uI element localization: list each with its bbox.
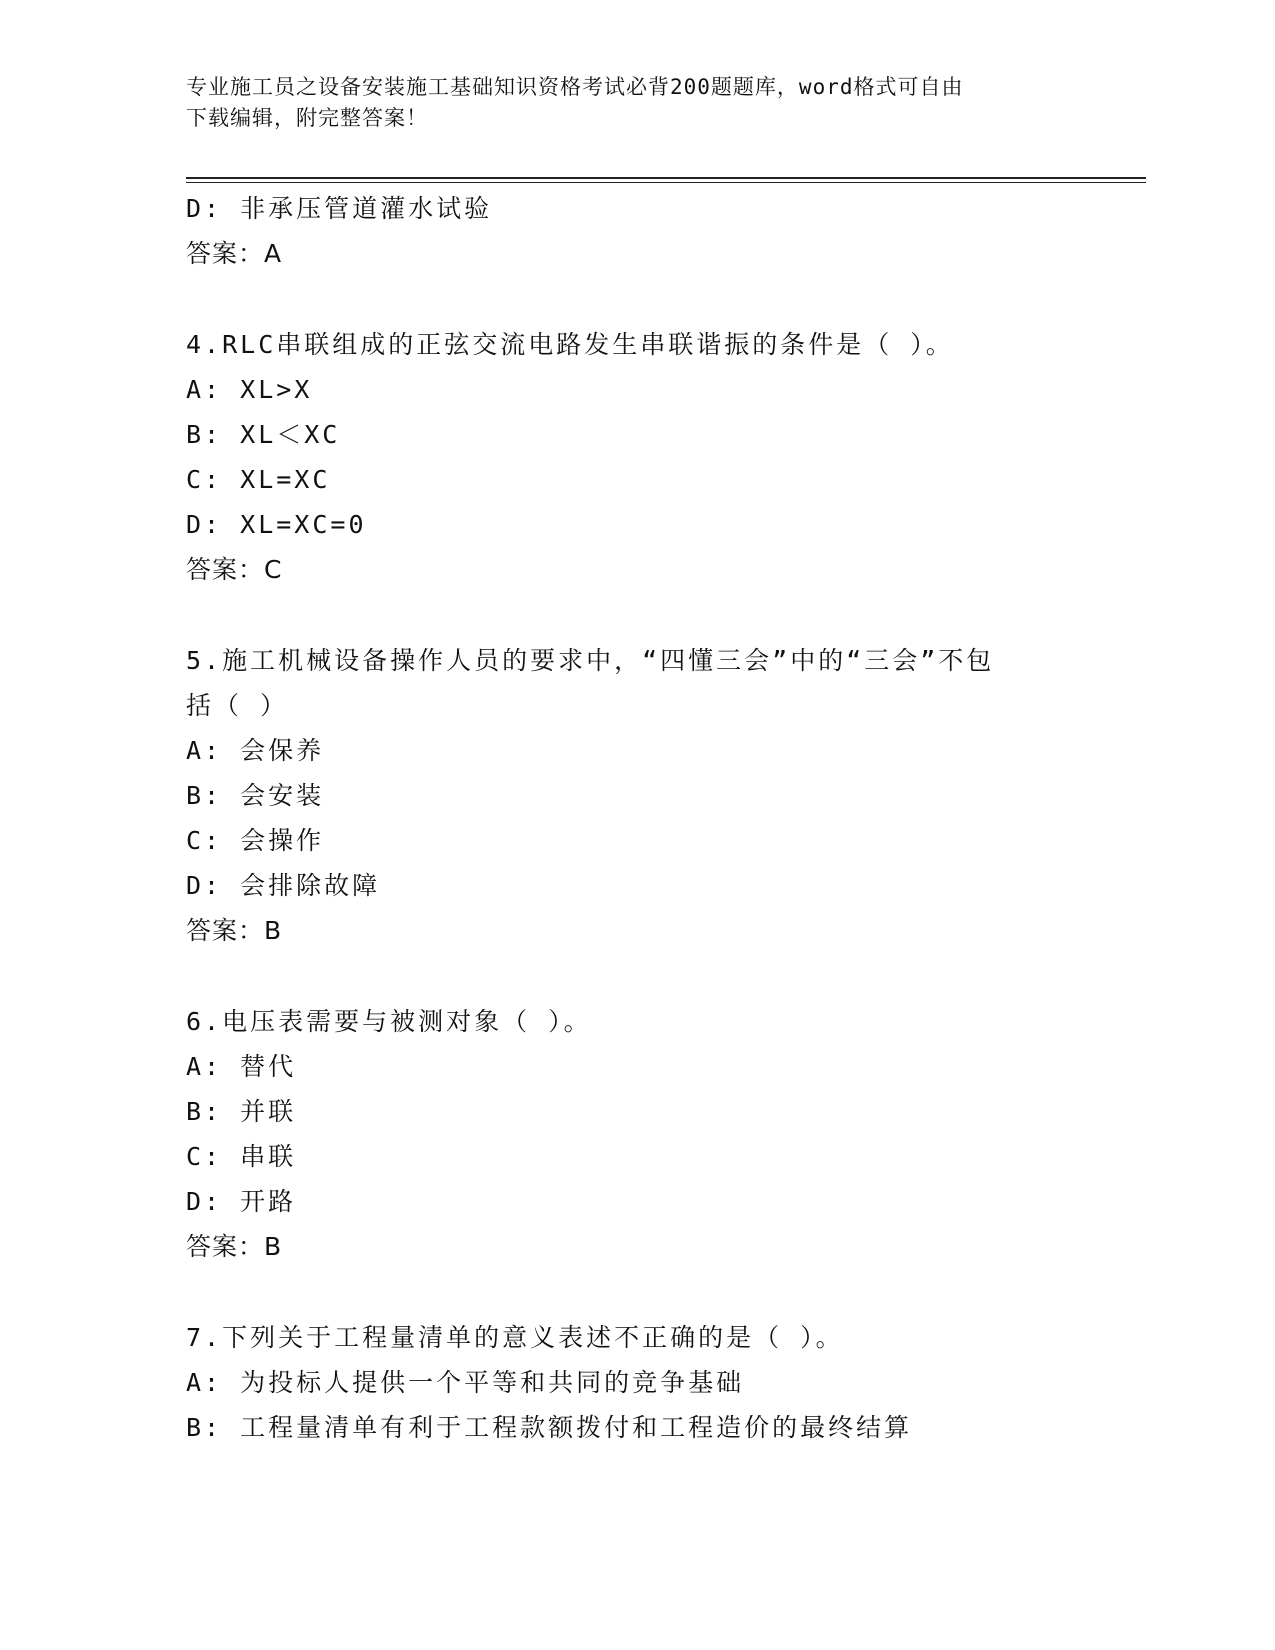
document-header bbox=[186, 72, 1066, 134]
question-block-4 bbox=[186, 322, 1086, 592]
option-a: A: 为投标人提供一个平等和共同的竞争基础 bbox=[186, 1368, 745, 1397]
option-a: A: XL>X bbox=[186, 375, 313, 404]
question-stem: 4.RLC串联组成的正弦交流电路发生串联谐振的条件是（ ）。 bbox=[186, 330, 954, 359]
option-a: A: 替代 bbox=[186, 1052, 297, 1081]
question-block-7 bbox=[186, 1315, 1086, 1450]
answer-line: 答案：C bbox=[186, 555, 283, 584]
answer-line: 答案：B bbox=[186, 1232, 283, 1261]
question-stem-continued: 括（ ） bbox=[186, 691, 289, 720]
option-b: B: XL＜XC bbox=[186, 420, 341, 449]
option-c: C: 会操作 bbox=[186, 826, 325, 855]
question-block-5 bbox=[186, 638, 1086, 953]
question-stem: 7.下列关于工程量清单的意义表述不正确的是（ ）。 bbox=[186, 1323, 844, 1352]
option-d: D: 会排除故障 bbox=[186, 871, 381, 900]
option-a: A: 会保养 bbox=[186, 736, 325, 765]
question-block-6 bbox=[186, 999, 1086, 1269]
option-d: D: 非承压管道灌水试验 bbox=[186, 194, 493, 223]
header-line-2: 下载编辑，附完整答案！ bbox=[186, 106, 428, 130]
header-divider bbox=[186, 177, 1146, 179]
option-b: B: 并联 bbox=[186, 1097, 297, 1126]
question-stem: 5.施工机械设备操作人员的要求中，“四懂三会”中的“三会”不包 bbox=[186, 646, 995, 675]
question-block-3 bbox=[186, 186, 1086, 276]
question-list bbox=[186, 186, 1086, 1450]
option-d: D: XL=XC=0 bbox=[186, 510, 367, 539]
option-b: B: 会安装 bbox=[186, 781, 325, 810]
question-stem: 6.电压表需要与被测对象（ ）。 bbox=[186, 1007, 592, 1036]
header-divider-thin bbox=[186, 182, 1146, 183]
answer-line: 答案：B bbox=[186, 916, 283, 945]
option-c: C: 串联 bbox=[186, 1142, 297, 1171]
option-c: C: XL=XC bbox=[186, 465, 331, 494]
answer-line: 答案：A bbox=[186, 239, 283, 268]
option-d: D: 开路 bbox=[186, 1187, 297, 1216]
option-b: B: 工程量清单有利于工程款额拨付和工程造价的最终结算 bbox=[186, 1413, 913, 1442]
header-line-1: 专业施工员之设备安装施工基础知识资格考试必背200题题库，word格式可自由 bbox=[186, 75, 964, 99]
